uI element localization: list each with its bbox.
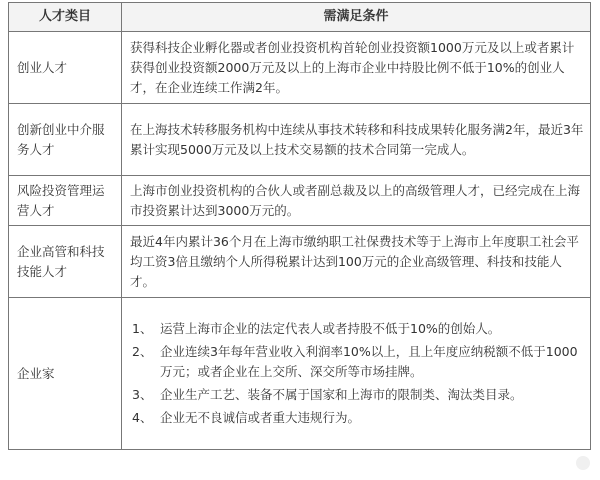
list-item-number: 3、 bbox=[132, 387, 153, 402]
list-item-text: 企业无不良诚信或者重大违规行为。 bbox=[160, 410, 361, 425]
row-condition: 在上海技术转移服务机构中连续从事技术转移和科技成果转化服务满2年，最近3年累计实现5000万元及以上技术交易额的技术合同第一完成人。 bbox=[122, 104, 591, 176]
list-item bbox=[130, 319, 584, 339]
row-category: 创业人才 bbox=[9, 32, 122, 104]
row-condition: 获得科技企业孵化器或者创业投资机构首轮创业投资额1000万元及以上或者累计获得创业投资额2000万元及以上的上海市企业中持股比例不低于10%的创业人才，在企业连续工作满2年。 bbox=[122, 32, 591, 104]
list-item-text: 运营上海市企业的法定代表人或者持股不低于10%的创始人。 bbox=[160, 321, 501, 336]
table-row bbox=[9, 226, 591, 298]
list-item bbox=[130, 342, 584, 382]
talent-criteria-table-container bbox=[8, 2, 591, 450]
row-condition-list bbox=[122, 298, 591, 450]
row-category: 企业家 bbox=[9, 298, 122, 450]
row-category: 风险投资管理运营人才 bbox=[9, 176, 122, 226]
list-item-text: 企业生产工艺、装备不属于国家和上海市的限制类、淘汰类目录。 bbox=[160, 387, 523, 402]
row-condition: 上海市创业投资机构的合伙人或者副总裁及以上的高级管理人才，已经完成在上海市投资累计达到3000万元的。 bbox=[122, 176, 591, 226]
list-item-text: 企业连续3年每年营业收入利润率10%以上，且上年度应纳税额不低于1000万元；或者企业在上交所、深交所等市场挂牌。 bbox=[160, 344, 578, 379]
table-row bbox=[9, 176, 591, 226]
talent-criteria-table bbox=[8, 2, 591, 450]
list-item bbox=[130, 408, 584, 428]
row-category: 创新创业中介服务人才 bbox=[9, 104, 122, 176]
table-header-row bbox=[9, 3, 591, 32]
table-row bbox=[9, 104, 591, 176]
header-condition: 需满足条件 bbox=[122, 3, 591, 32]
row-category: 企业高管和科技技能人才 bbox=[9, 226, 122, 298]
table-row bbox=[9, 32, 591, 104]
list-item-number: 1、 bbox=[132, 321, 153, 336]
header-category: 人才类目 bbox=[9, 3, 122, 32]
list-item bbox=[130, 385, 584, 405]
list-item-number: 2、 bbox=[132, 344, 153, 359]
row-condition: 最近4年内累计36个月在上海市缴纳职工社保费技术等于上海市上年度职工社会平均工资3倍且缴纳个人所得税累计达到100万元的企业高级管理、科技和技能人才。 bbox=[122, 226, 591, 298]
table-row bbox=[9, 298, 591, 450]
list-item-number: 4、 bbox=[132, 410, 153, 425]
watermark-logo-icon bbox=[576, 456, 590, 470]
